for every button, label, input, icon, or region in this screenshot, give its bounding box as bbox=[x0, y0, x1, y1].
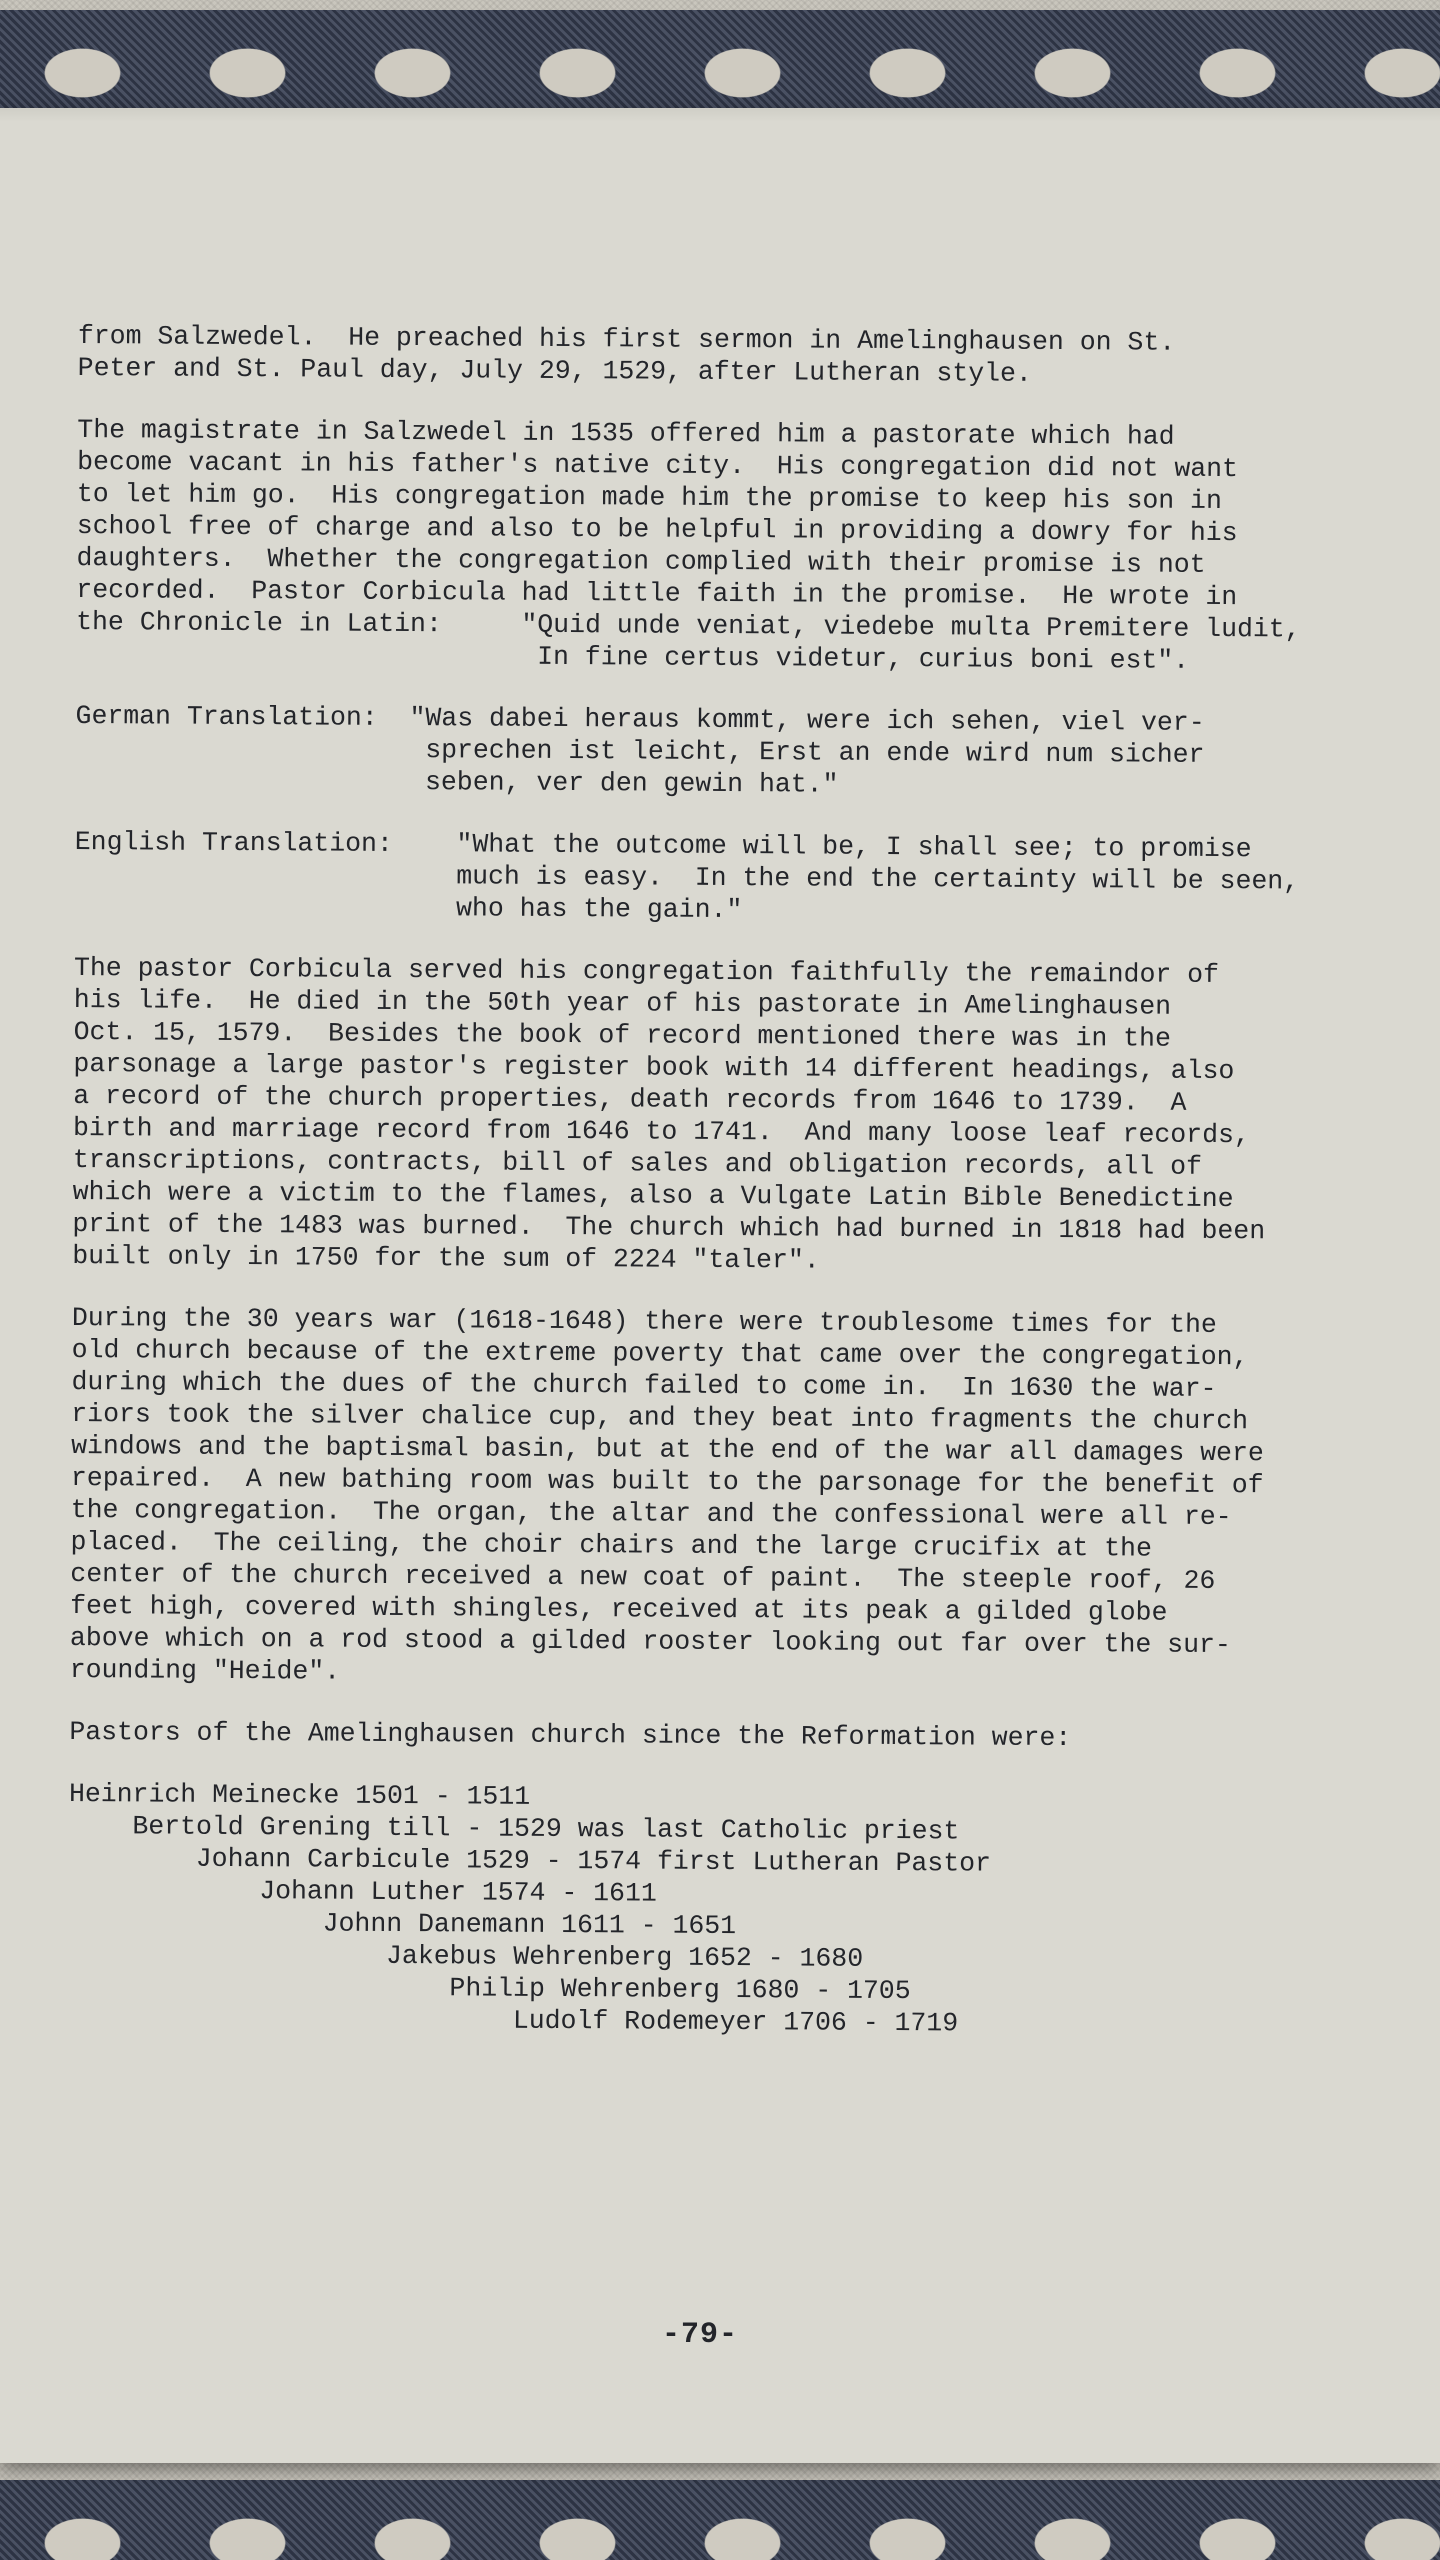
text-line: Peter and St. Paul day, July 29, 1529, after Lutheran style. bbox=[77, 352, 1032, 389]
text-line: German Translation: "Was dabei heraus kommt, were ich sehen, viel ver- bbox=[75, 700, 1205, 738]
text-line: become vacant in his father's native city. His congregation did not want bbox=[77, 446, 1239, 485]
document-page bbox=[0, 108, 1440, 2463]
text-line: Johann Luther 1574 - 1611 bbox=[68, 1874, 657, 1909]
text-line: who has the gain." bbox=[74, 890, 743, 926]
text-line: repaired. A new bathing room was built to the parsonage for the benefit of bbox=[70, 1462, 1264, 1501]
fabric-pattern-top bbox=[0, 10, 1440, 120]
text-line: During the 30 years war (1618-1648) there were troublesome times for the bbox=[71, 1302, 1217, 1340]
text-line: The magistrate in Salzwedel in 1535 offered him a pastorate which had bbox=[77, 414, 1175, 452]
text-line: to let him go. His congregation made him the promise to keep his son in bbox=[76, 478, 1223, 516]
text-line: Johann Carbicule 1529 - 1574 first Lutheran Pastor bbox=[68, 1842, 992, 1879]
text-line: Johnn Danemann 1611 - 1651 bbox=[68, 1906, 737, 1942]
text-line: seben, ver den gewin hat." bbox=[75, 764, 839, 800]
text-line: The pastor Corbicula served his congregation faithfully the remaindor of bbox=[73, 952, 1220, 990]
text-line: windows and the baptismal basin, but at the end of the war all damages were bbox=[71, 1430, 1264, 1469]
text-line: Oct. 15, 1579. Besides the book of record mentioned there was in the bbox=[73, 1016, 1172, 1054]
text-line: the Chronicle in Latin: "Quid unde veniat, viedebe multa Premitere ludit, bbox=[76, 606, 1301, 645]
text-line: Pastors of the Amelinghausen church since the Reformation were: bbox=[69, 1716, 1072, 1754]
fabric-background-bottom bbox=[0, 2460, 1440, 2560]
text-line: Heinrich Meinecke 1501 - 1511 bbox=[68, 1778, 531, 1812]
text-line: much is easy. In the end the certainty will be seen, bbox=[74, 858, 1300, 897]
text-line: recorded. Pastor Corbicula had little faith in the promise. He wrote in bbox=[76, 574, 1238, 613]
text-line: riors took the silver chalice cup, and they beat into fragments the church bbox=[71, 1398, 1249, 1437]
page-number: -79- bbox=[662, 2318, 739, 2352]
text-line: above which on a rod stood a gilded rooster looking out far over the sur- bbox=[69, 1622, 1231, 1661]
text-line: center of the church received a new coat of paint. The steeple roof, 26 bbox=[70, 1558, 1216, 1596]
text-line: from Salzwedel. He preached his first sermon in Amelinghausen on St. bbox=[77, 321, 1176, 358]
text-line: print of the 1483 was burned. The church which had burned in 1818 had been bbox=[72, 1208, 1266, 1247]
text-line: placed. The ceiling, the choir chairs and the large crucifix at the bbox=[70, 1526, 1152, 1564]
text-line: feet high, covered with shingles, received at its peak a gilded globe bbox=[70, 1590, 1168, 1628]
text-line: transcriptions, contracts, bill of sales and obligation records, all of bbox=[72, 1144, 1203, 1182]
text-line: his life. He died in the 50th year of his pastorate in Amelinghausen bbox=[73, 984, 1172, 1022]
text-line: during which the dues of the church failed to come in. In 1630 the war- bbox=[71, 1366, 1217, 1404]
text-line: built only in 1750 for the sum of 2224 "taler". bbox=[72, 1240, 820, 1276]
text-line: school free of charge and also to be helpful in providing a dowry for his bbox=[76, 510, 1238, 549]
text-line: a record of the church properties, death records from 1646 to 1739. A bbox=[73, 1080, 1187, 1118]
text-line: Philip Wehrenberg 1680 - 1705 bbox=[67, 1970, 911, 2007]
fabric-pattern-bottom bbox=[0, 2480, 1440, 2560]
text-line: daughters. Whether the congregation complied with their promise is not bbox=[76, 542, 1206, 580]
text-line: In fine certus videtur, curius boni est". bbox=[75, 638, 1190, 676]
text-line: Bertold Grening till - 1529 was last Catholic priest bbox=[68, 1810, 960, 1847]
text-line: Ludolf Rodemeyer 1706 - 1719 bbox=[67, 2002, 959, 2039]
document-body bbox=[68, 320, 1368, 2042]
text-line: which were a victim to the flames, also a Vulgate Latin Bible Benedictine bbox=[72, 1176, 1234, 1215]
text-line: old church because of the extreme poverty that came over the congregation, bbox=[71, 1334, 1249, 1373]
text-line: the congregation. The organ, the altar and the confessional were all re- bbox=[70, 1494, 1232, 1533]
text-line: rounding "Heide". bbox=[69, 1654, 341, 1687]
text-line: sprechen ist leicht, Erst an ende wird num sicher bbox=[75, 732, 1205, 770]
text-line: Jakebus Wehrenberg 1652 - 1680 bbox=[67, 1938, 864, 1974]
text-line: English Translation: "What the outcome will be, I shall see; to promise bbox=[74, 826, 1252, 865]
text-line: parsonage a large pastor's register book with 14 different headings, also bbox=[73, 1048, 1235, 1087]
text-line: birth and marriage record from 1646 to 1741. And many loose leaf records, bbox=[72, 1112, 1250, 1151]
